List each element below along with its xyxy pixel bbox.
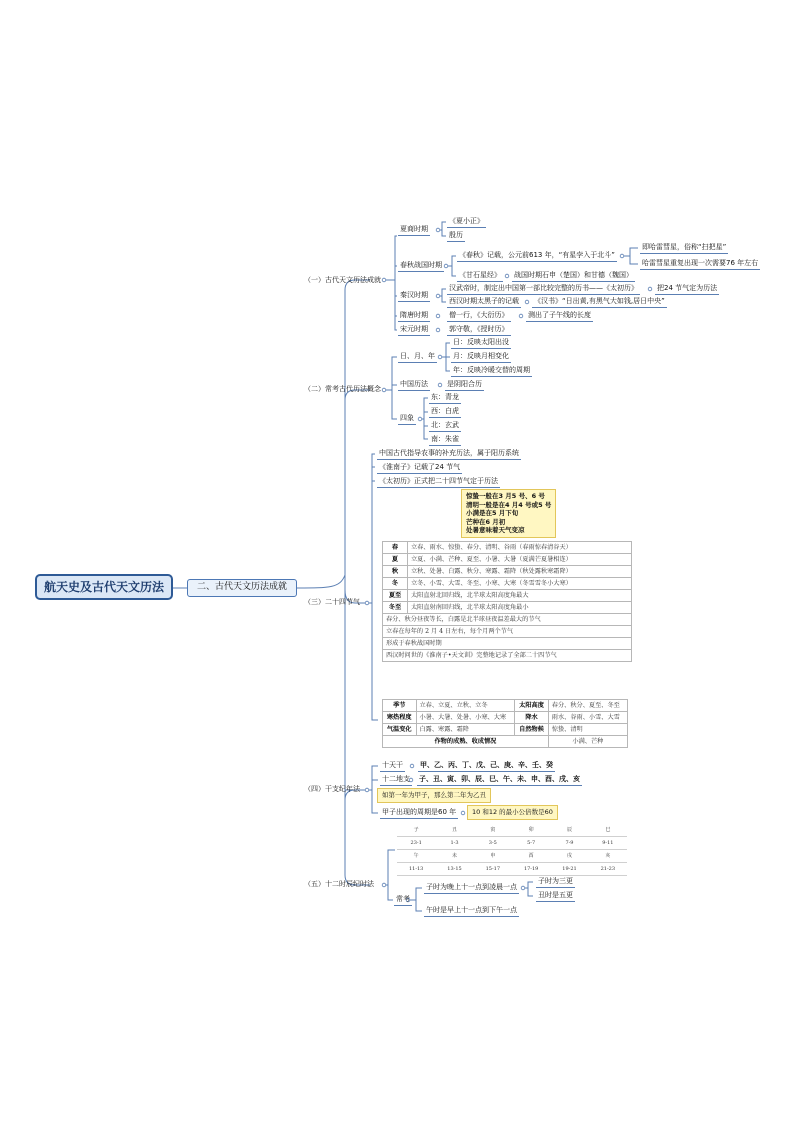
zi-label[interactable]: 子时为晚上十一点到凌晨一点 — [424, 883, 519, 894]
songyuan-a[interactable]: 郭守敬，《授时历》 — [447, 325, 511, 336]
xia-label[interactable]: 夏商时期 — [398, 225, 430, 236]
qinhan-a-note[interactable]: 把24 节气定为历法 — [655, 284, 719, 295]
branch3-label[interactable]: （三）二十四节气 — [304, 598, 360, 606]
table-row: 寒热程度 小暑、大暑、处暑、小寒、大寒 降水 雨水、谷雨、小雪、大雪 — [383, 712, 628, 724]
suitang-a[interactable]: 僧一行，《大衍历》 — [447, 311, 511, 322]
table-row: 午 未 申 酉 戌 亥 — [397, 850, 627, 863]
qinhan-b-note[interactable]: 《汉书》“日出黄,有黑气大如钱,居日中央” — [532, 297, 667, 308]
tiangan-label[interactable]: 十天干 — [380, 761, 405, 772]
zgl-a[interactable]: 是阴阳合历 — [445, 380, 484, 391]
table-row: 11-13 13-15 15-17 17-19 19-21 21-23 — [397, 863, 627, 876]
chunqiu-record[interactable]: 《春秋》记载，公元前613 年，“有星孛入于北斗” — [457, 251, 617, 262]
jieqi-category-table — [382, 699, 628, 748]
zgl-label[interactable]: 中国历法 — [398, 380, 430, 391]
branch5-label[interactable]: （五）十二时辰纪时法 — [304, 880, 374, 888]
suitang-a-note[interactable]: 测出了子午线的长度 — [526, 311, 593, 322]
table-row: 春分、秋分昼夜等长，白露是北半球昼夜温差最大的节气 — [383, 614, 632, 626]
table-row: 立春在每年的 2 月 4 日左右，每个月两个节气 — [383, 626, 632, 638]
sixiang-east[interactable]: 东：青龙 — [429, 393, 461, 404]
jieqi-season-table — [382, 541, 632, 662]
zi-a[interactable]: 子时为三更 — [536, 877, 575, 888]
table-row: 秋 立秋、处暑、白露、秋分、寒露、霜降（秋处露秋寒霜降） — [383, 566, 632, 578]
qinhan-a[interactable]: 汉武帝时，制定出中国第一部比较完整的历书——《太初历》 — [447, 284, 640, 295]
shichen-table — [397, 824, 627, 876]
table-row: 夏至 太阳直射北回归线，北半球太阳高度角最大 — [383, 590, 632, 602]
shishi-note[interactable]: 战国时期石申（楚国）和甘德（魏国） — [512, 271, 635, 282]
table-row: 春 立春、雨水、惊蛰、春分、清明、谷雨（春雨惊春清谷天） — [383, 542, 632, 554]
sixiang-west[interactable]: 西：白虎 — [429, 407, 461, 418]
cycle-label[interactable]: 甲子出现的周期是60 年 — [380, 808, 458, 819]
jieqi-item-2[interactable]: 《淮南子》记载了24 节气 — [377, 463, 462, 474]
wu-label[interactable]: 午时是早上十一点到下午一点 — [424, 906, 519, 917]
jieqi-date-note: 惊蛰一般在3 月5 号、6 号 清明一般是在4 月4 号或5 号 小满是在5 月下旬 芒种在6 月初 处暑意味着天气变凉 — [461, 489, 556, 538]
sixiang-label[interactable]: 四象 — [398, 414, 416, 425]
chunqiu-record-a[interactable]: 即哈雷彗星，俗称“扫把星” — [640, 243, 728, 254]
ganzhi-note: 如第一年为甲子，那么第二年为乙丑 — [377, 788, 491, 803]
zi-b[interactable]: 丑时是五更 — [536, 891, 575, 902]
lcm-note: 10 和12 的最小公倍数是60 — [467, 805, 558, 820]
rynn-item-2[interactable]: 月：反映月相变化 — [451, 352, 511, 363]
jieqi-item-1[interactable]: 中国古代指导农事的补充历法，属于阳历系统 — [377, 449, 521, 460]
table-row: 气温变化 白露、寒露、霜降 自然物候 惊蛰、清明 — [383, 724, 628, 736]
sixiang-south[interactable]: 南：朱雀 — [429, 435, 461, 446]
rynn-item-3[interactable]: 年：反映冷暖交替的周期 — [451, 366, 532, 377]
dizhi-list[interactable]: 子、丑、寅、卯、辰、巳、午、未、申、酉、戌、亥 — [417, 775, 582, 786]
table-row: 23-1 1-3 3-5 5-7 7-9 9-11 — [397, 837, 627, 850]
rynn-label[interactable]: 日、月、年 — [398, 352, 437, 363]
branch1-label[interactable]: （一）古代天文历法成就 — [304, 276, 381, 284]
suitang-label[interactable]: 隋唐时期 — [398, 311, 430, 322]
dizhi-label[interactable]: 十二地支 — [380, 775, 412, 786]
table-row: 形成于春秋战国时期 — [383, 638, 632, 650]
root-topic[interactable]: 航天史及古代天文历法 — [35, 574, 173, 600]
xia-item-1[interactable]: 《夏小正》 — [447, 217, 486, 228]
chunqiu-label[interactable]: 春秋战国时期 — [398, 261, 444, 272]
shishi-label[interactable]: 《甘石星经》 — [457, 271, 503, 282]
chunqiu-record-b[interactable]: 哈雷彗星重复出现一次需要76 年左右 — [640, 259, 760, 270]
xia-item-2[interactable]: 殷历 — [447, 231, 465, 242]
songyuan-label[interactable]: 宋元时期 — [398, 325, 430, 336]
table-row: 冬 立冬、小雪、大雪、冬至、小寒、大寒（冬雪雪冬小大寒） — [383, 578, 632, 590]
jieqi-item-3[interactable]: 《太初历》正式把二十四节气定于历法 — [377, 477, 500, 488]
table-row: 作物的成熟、收成情况 小满、芒种 — [383, 736, 628, 748]
table-row: 冬至 太阳直射南回归线，北半球太阳高度角最小 — [383, 602, 632, 614]
qinhan-b[interactable]: 西汉时期太黑子的记载 — [447, 297, 521, 308]
rynn-item-1[interactable]: 日：反映太阳出没 — [451, 338, 511, 349]
table-row: 西汉时问世的《淮南子•天文训》完整地记录了全部二十四节气 — [383, 650, 632, 662]
table-row: 子 丑 寅 卯 辰 巳 — [397, 824, 627, 837]
branch2-label[interactable]: （二）常考古代历法概念 — [304, 385, 381, 393]
table-row: 夏 立夏、小满、芒种、夏至、小暑、大暑（夏满芒夏暑相连） — [383, 554, 632, 566]
tiangan-list[interactable]: 甲、乙、丙、丁、戊、己、庚、辛、壬、癸 — [418, 761, 555, 772]
section-topic[interactable]: 二、古代天文历法成就 — [187, 579, 297, 597]
branch4-label[interactable]: （四）干支纪年法 — [304, 785, 360, 793]
kao-label[interactable]: 常考 — [394, 895, 412, 906]
qinhan-label[interactable]: 秦汉时期 — [398, 291, 430, 302]
table-row: 季节 立春、立夏、立秋、立冬 太阳高度 春分、秋分、夏至、冬至 — [383, 700, 628, 712]
sixiang-north[interactable]: 北：玄武 — [429, 421, 461, 432]
